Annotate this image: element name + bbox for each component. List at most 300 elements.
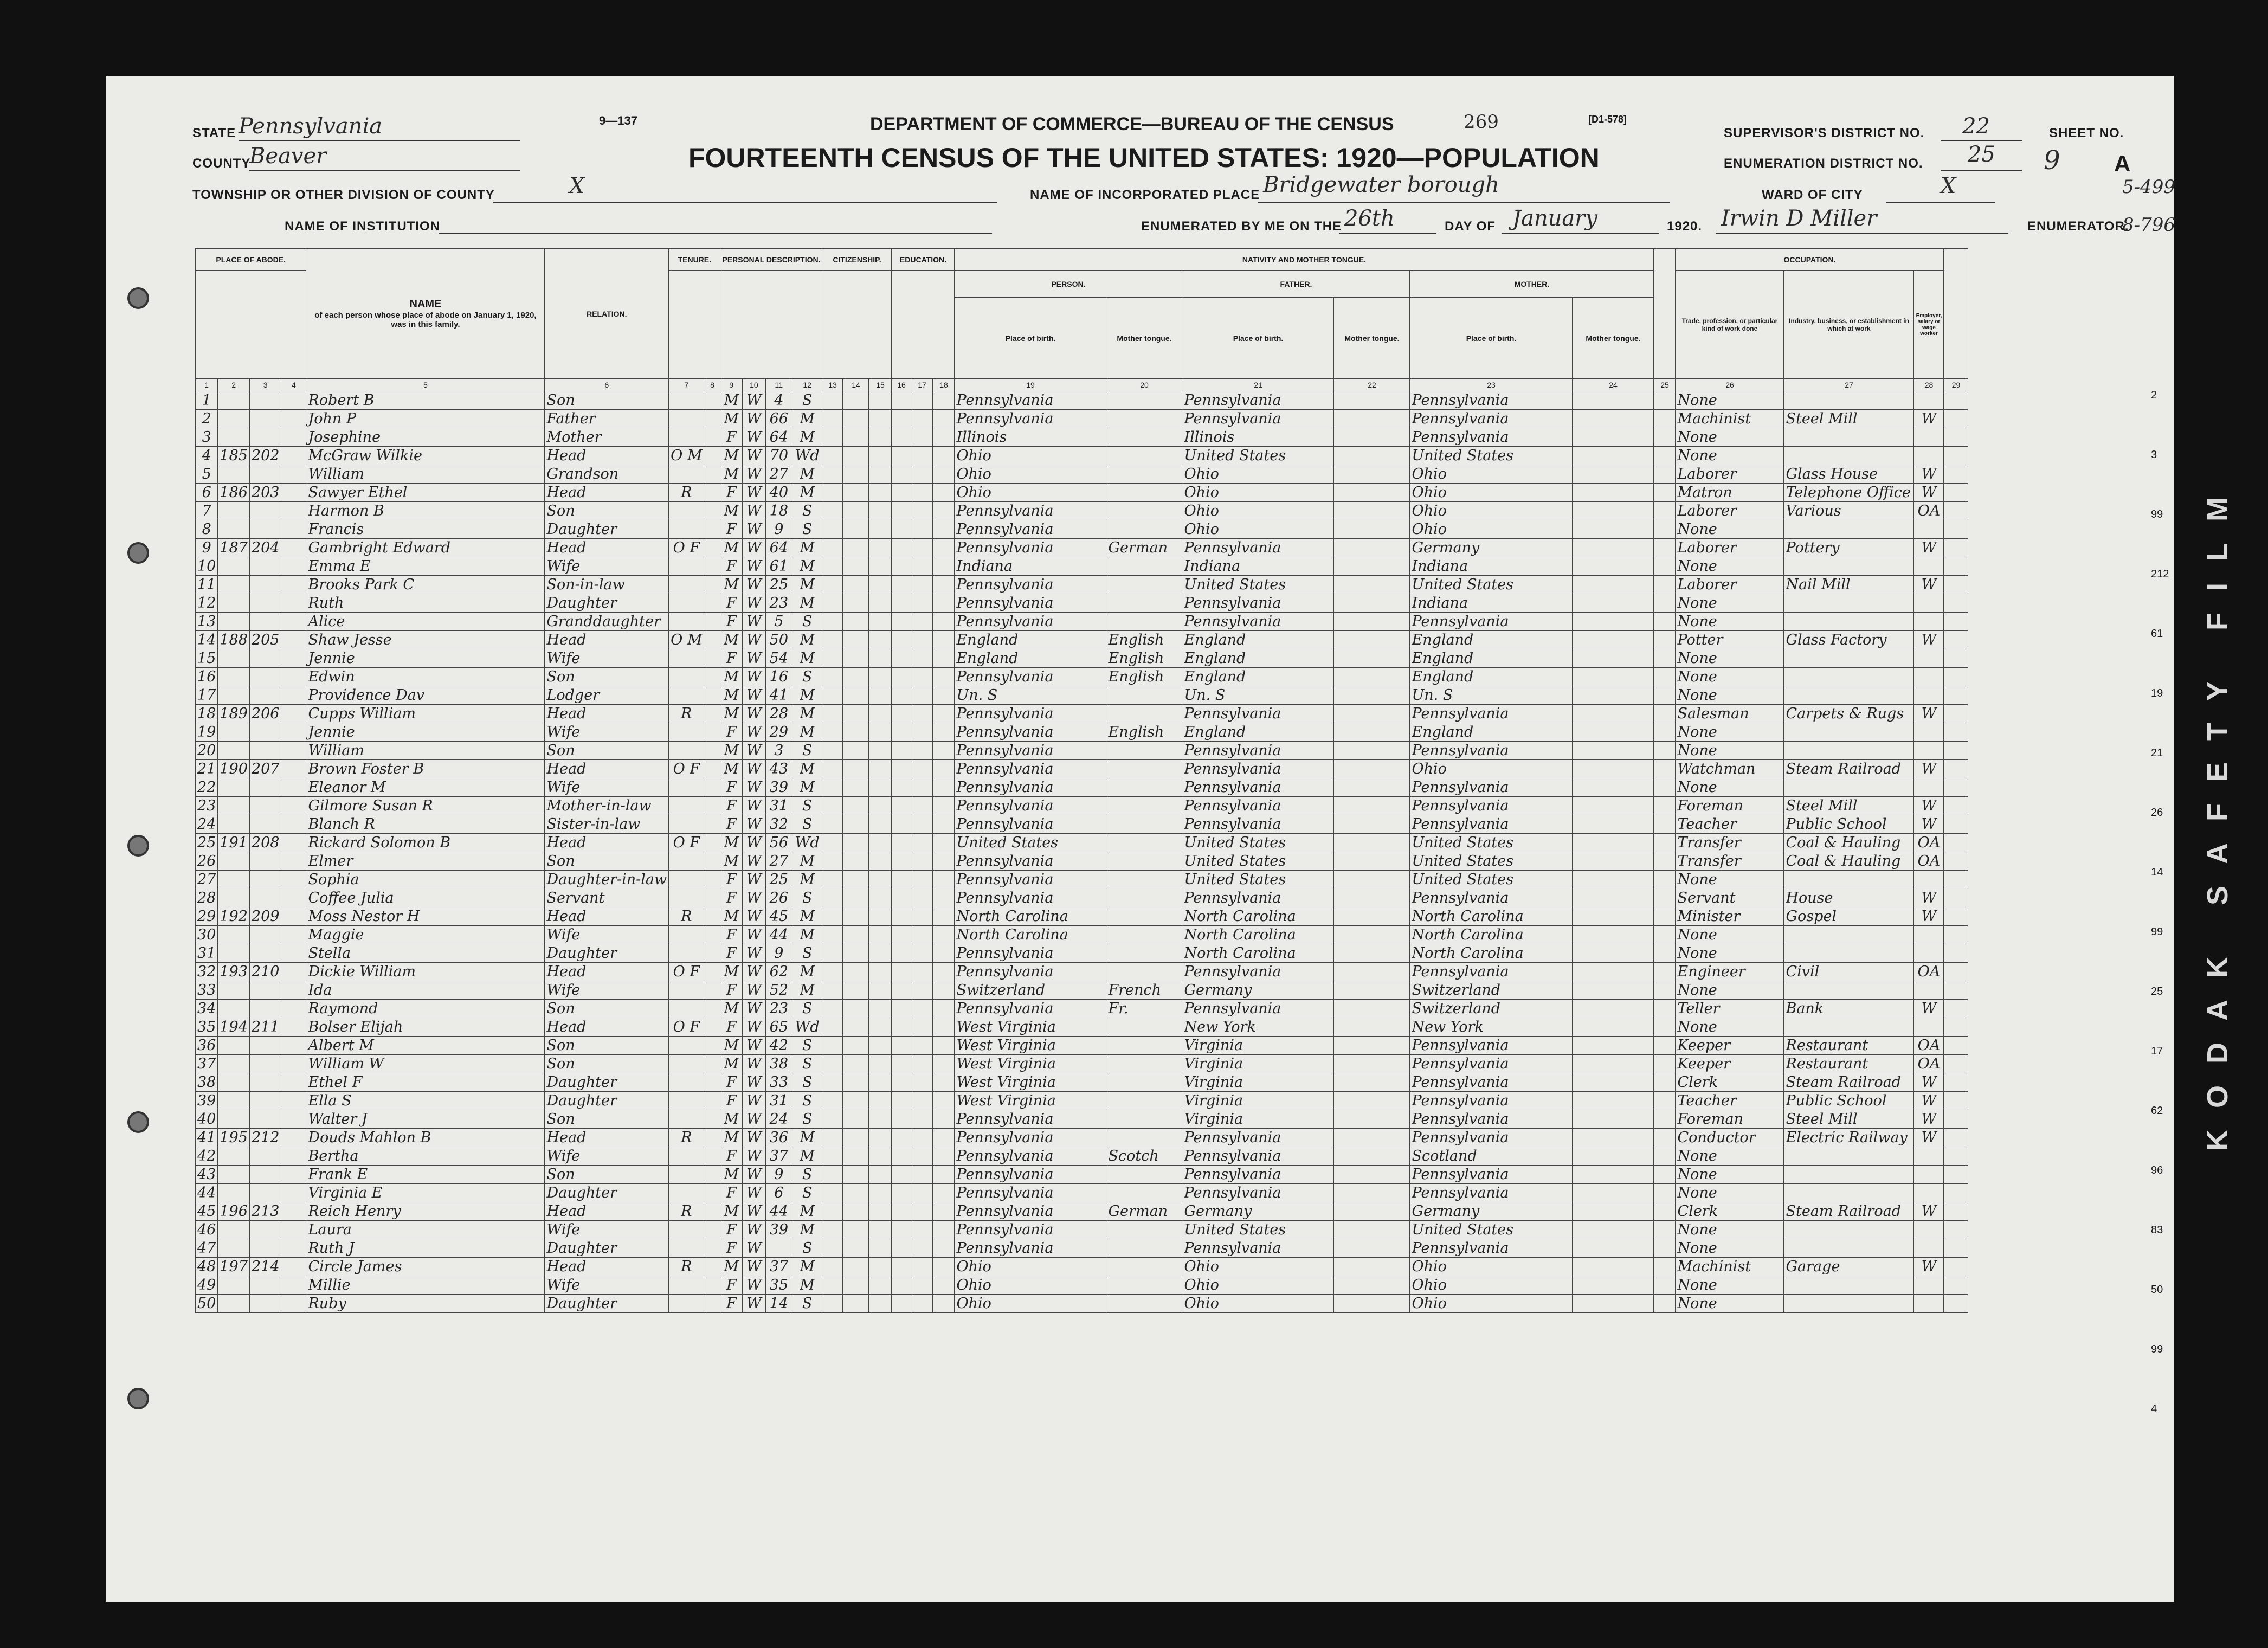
birthplace: Pennsylvania	[955, 1239, 1106, 1258]
race: W	[743, 1258, 766, 1276]
margin-number: 61	[2151, 628, 2163, 640]
mother-tongue	[1106, 1295, 1182, 1313]
father-birthplace: Pennsylvania	[1182, 889, 1334, 907]
line-number: 28	[196, 889, 218, 907]
table-row	[196, 1276, 1968, 1295]
birthplace: Pennsylvania	[955, 871, 1106, 889]
age: 29	[765, 723, 792, 742]
family-number	[249, 1073, 281, 1092]
table-row	[196, 889, 1968, 907]
relationship: Son	[545, 391, 669, 410]
race: W	[743, 1129, 766, 1147]
mother-birthplace: Pennsylvania	[1410, 613, 1573, 631]
dwelling-number: 187	[218, 539, 250, 557]
father-birthplace: England	[1182, 649, 1334, 668]
margin-number: 212	[2151, 568, 2169, 580]
age: 36	[765, 1129, 792, 1147]
age: 35	[765, 1276, 792, 1295]
sex: M	[720, 391, 743, 410]
line-number: 39	[196, 1092, 218, 1110]
table-row	[196, 576, 1968, 594]
line-number: 5	[196, 465, 218, 484]
class-of-worker	[1914, 871, 1944, 889]
tenure	[669, 778, 704, 797]
citizenship-group-header: CITIZENSHIP.	[822, 249, 892, 271]
column-number: 9	[720, 379, 743, 391]
table-row	[196, 981, 1968, 1000]
mother-birthplace: Pennsylvania	[1410, 797, 1573, 815]
industry	[1784, 557, 1914, 576]
line-number: 36	[196, 1037, 218, 1055]
occupation: Keeper	[1676, 1037, 1784, 1055]
class-of-worker	[1914, 981, 1944, 1000]
line-number: 29	[196, 907, 218, 926]
family-number	[249, 981, 281, 1000]
class-of-worker: W	[1914, 631, 1944, 649]
race: W	[743, 723, 766, 742]
person-name: Albert M	[306, 1037, 545, 1055]
industry	[1784, 981, 1914, 1000]
industry: Nail Mill	[1784, 576, 1914, 594]
sex: F	[720, 778, 743, 797]
father-birthplace: Pennsylvania	[1182, 1147, 1334, 1166]
binder-hole-icon	[127, 542, 149, 564]
mother-tongue	[1106, 1239, 1182, 1258]
industry	[1784, 447, 1914, 465]
sex: M	[720, 963, 743, 981]
industry	[1784, 1166, 1914, 1184]
class-of-worker: W	[1914, 1202, 1944, 1221]
father-birthplace: North Carolina	[1182, 944, 1334, 963]
industry: Coal & Hauling	[1784, 852, 1914, 871]
industry: Garage	[1784, 1258, 1914, 1276]
dwelling-number	[218, 1000, 250, 1018]
table-row	[196, 428, 1968, 447]
table-row	[196, 631, 1968, 649]
dwelling-number	[218, 871, 250, 889]
sex: F	[720, 1092, 743, 1110]
birthplace: Pennsylvania	[955, 594, 1106, 613]
marital-status: M	[792, 649, 822, 668]
family-number	[249, 1000, 281, 1018]
sex: F	[720, 871, 743, 889]
dwelling-number: 188	[218, 631, 250, 649]
age: 37	[765, 1258, 792, 1276]
occupation: Laborer	[1676, 576, 1784, 594]
race: W	[743, 576, 766, 594]
column-number: 10	[743, 379, 766, 391]
occupation: None	[1676, 1276, 1784, 1295]
relationship: Wife	[545, 1147, 669, 1166]
table-row	[196, 465, 1968, 484]
birthplace: Pennsylvania	[955, 1221, 1106, 1239]
family-number	[249, 1166, 281, 1184]
industry	[1784, 1239, 1914, 1258]
occupation: Potter	[1676, 631, 1784, 649]
birthplace: Pennsylvania	[955, 944, 1106, 963]
class-of-worker: W	[1914, 465, 1944, 484]
person-name: Harmon B	[306, 502, 545, 520]
industry	[1784, 1221, 1914, 1239]
age: 38	[765, 1055, 792, 1073]
industry: House	[1784, 889, 1914, 907]
age: 18	[765, 502, 792, 520]
relationship: Son	[545, 1166, 669, 1184]
marital-status: M	[792, 631, 822, 649]
dwelling-number	[218, 981, 250, 1000]
occupation: None	[1676, 1147, 1784, 1166]
sex: F	[720, 520, 743, 539]
industry: Restaurant	[1784, 1055, 1914, 1073]
table-row	[196, 1073, 1968, 1092]
family-number	[249, 576, 281, 594]
mother-birthplace: Ohio	[1410, 1295, 1573, 1313]
class-of-worker	[1914, 944, 1944, 963]
mother-mt-header: Mother tongue.	[1573, 298, 1654, 379]
relationship: Wife	[545, 649, 669, 668]
occupation: None	[1676, 742, 1784, 760]
relationship: Wife	[545, 926, 669, 944]
mother-tongue	[1106, 410, 1182, 428]
father-birthplace: United States	[1182, 871, 1334, 889]
tenure: R	[669, 705, 704, 723]
tenure	[669, 410, 704, 428]
dwelling-number	[218, 557, 250, 576]
dwelling-number	[218, 686, 250, 705]
class-of-worker: OA	[1914, 963, 1944, 981]
person-name: Eleanor M	[306, 778, 545, 797]
marital-status: S	[792, 1000, 822, 1018]
birthplace: England	[955, 631, 1106, 649]
column-number: 21	[1182, 379, 1334, 391]
margin-number: 99	[2151, 1343, 2163, 1355]
age: 64	[765, 428, 792, 447]
class-of-worker: W	[1914, 1110, 1944, 1129]
marital-status: M	[792, 705, 822, 723]
column-number: 6	[545, 379, 669, 391]
enumerator-label: ENUMERATOR.	[2027, 219, 2129, 234]
person-name: Bolser Elijah	[306, 1018, 545, 1037]
sex: M	[720, 1037, 743, 1055]
sex: F	[720, 649, 743, 668]
table-row	[196, 1184, 1968, 1202]
family-number	[249, 1276, 281, 1295]
tenure	[669, 576, 704, 594]
marital-status: M	[792, 428, 822, 447]
age: 44	[765, 1202, 792, 1221]
marital-status: M	[792, 1202, 822, 1221]
race: W	[743, 465, 766, 484]
person-name: Frank E	[306, 1166, 545, 1184]
mother-birthplace: Pennsylvania	[1410, 391, 1573, 410]
mother-birthplace: North Carolina	[1410, 926, 1573, 944]
father-birthplace: Virginia	[1182, 1055, 1334, 1073]
relationship: Daughter	[545, 1239, 669, 1258]
incorporated-value: Bridgewater borough	[1263, 172, 1499, 197]
industry	[1784, 944, 1914, 963]
supervisor-label: SUPERVISOR'S DISTRICT NO.	[1724, 126, 1925, 140]
table-row	[196, 778, 1968, 797]
marital-status: M	[792, 465, 822, 484]
mother-birthplace: England	[1410, 631, 1573, 649]
birthplace: Pennsylvania	[955, 723, 1106, 742]
occupation: Transfer	[1676, 834, 1784, 852]
line-number: 22	[196, 778, 218, 797]
dwelling-number: 192	[218, 907, 250, 926]
birthplace: Pennsylvania	[955, 520, 1106, 539]
table-row	[196, 871, 1968, 889]
industry: Civil	[1784, 963, 1914, 981]
birthplace: West Virginia	[955, 1018, 1106, 1037]
class-of-worker	[1914, 447, 1944, 465]
sex: M	[720, 1055, 743, 1073]
dwelling-number	[218, 1037, 250, 1055]
mother-birthplace: Un. S	[1410, 686, 1573, 705]
line-number: 26	[196, 852, 218, 871]
tenure: O F	[669, 1018, 704, 1037]
tenure-group-header: TENURE.	[669, 249, 720, 271]
corner-note-2: 8-796	[2122, 214, 2176, 236]
family-number	[249, 557, 281, 576]
mother-birthplace: Switzerland	[1410, 1000, 1573, 1018]
line-number: 42	[196, 1147, 218, 1166]
occupation: Engineer	[1676, 963, 1784, 981]
margin-number: 19	[2151, 687, 2163, 699]
family-number	[249, 465, 281, 484]
occupation: None	[1676, 1239, 1784, 1258]
nativity-group-header: NATIVITY AND MOTHER TONGUE.	[955, 249, 1654, 271]
person-name: Ida	[306, 981, 545, 1000]
mother-birthplace: Pennsylvania	[1410, 1110, 1573, 1129]
sex: F	[720, 1276, 743, 1295]
mother-tongue	[1106, 1166, 1182, 1184]
table-row	[196, 649, 1968, 668]
marital-status: M	[792, 852, 822, 871]
relationship: Wife	[545, 778, 669, 797]
person-name: Edwin	[306, 668, 545, 686]
tenure	[669, 742, 704, 760]
sex: M	[720, 1110, 743, 1129]
race: W	[743, 815, 766, 834]
age: 23	[765, 1000, 792, 1018]
occupation: Watchman	[1676, 760, 1784, 778]
class-of-worker: W	[1914, 539, 1944, 557]
occupation: None	[1676, 649, 1784, 668]
birthplace: Pennsylvania	[955, 539, 1106, 557]
dwelling-number	[218, 1147, 250, 1166]
census-rows	[196, 391, 1968, 1313]
marital-status: M	[792, 723, 822, 742]
person-name: Providence Dav	[306, 686, 545, 705]
mother-tongue	[1106, 1221, 1182, 1239]
sheet-letter: A	[2114, 151, 2131, 176]
industry: Electric Railway	[1784, 1129, 1914, 1147]
race: W	[743, 668, 766, 686]
family-number: 202	[249, 447, 281, 465]
birthplace: Pennsylvania	[955, 502, 1106, 520]
race: W	[743, 410, 766, 428]
age: 24	[765, 1110, 792, 1129]
person-name: Brooks Park C	[306, 576, 545, 594]
person-header: PERSON.	[955, 271, 1182, 298]
race: W	[743, 1147, 766, 1166]
table-row	[196, 760, 1968, 778]
race: W	[743, 1000, 766, 1018]
industry: Gospel	[1784, 907, 1914, 926]
family-number	[249, 815, 281, 834]
marital-status: S	[792, 1073, 822, 1092]
class-of-worker	[1914, 428, 1944, 447]
tenure: O F	[669, 760, 704, 778]
line-number: 6	[196, 484, 218, 502]
class-of-worker	[1914, 1184, 1944, 1202]
mother-tongue	[1106, 963, 1182, 981]
race: W	[743, 834, 766, 852]
father-birthplace: Pennsylvania	[1182, 1239, 1334, 1258]
person-name: Jennie	[306, 723, 545, 742]
mother-birthplace: England	[1410, 649, 1573, 668]
father-birthplace: Pennsylvania	[1182, 742, 1334, 760]
occupation: Keeper	[1676, 1055, 1784, 1073]
age: 25	[765, 871, 792, 889]
column-number: 15	[869, 379, 892, 391]
marital-status: S	[792, 1239, 822, 1258]
race: W	[743, 1221, 766, 1239]
birthplace: Pennsylvania	[955, 1110, 1106, 1129]
margin-number: 14	[2151, 866, 2163, 878]
class-of-worker	[1914, 686, 1944, 705]
mother-tongue	[1106, 944, 1182, 963]
family-number	[249, 926, 281, 944]
birthplace: Ohio	[955, 447, 1106, 465]
family-number	[249, 1239, 281, 1258]
mother-tongue	[1106, 705, 1182, 723]
table-row	[196, 907, 1968, 926]
family-number	[249, 686, 281, 705]
dwelling-number	[218, 1239, 250, 1258]
mother-header: MOTHER.	[1410, 271, 1654, 298]
mother-tongue	[1106, 1092, 1182, 1110]
tenure: R	[669, 484, 704, 502]
sex: F	[720, 428, 743, 447]
occupation: None	[1676, 1295, 1784, 1313]
mother-birthplace: Pennsylvania	[1410, 428, 1573, 447]
age: 5	[765, 613, 792, 631]
family-number	[249, 520, 281, 539]
margin-number: 83	[2151, 1224, 2163, 1236]
mother-tongue	[1106, 834, 1182, 852]
sex: F	[720, 1239, 743, 1258]
table-row	[196, 944, 1968, 963]
occupation: Servant	[1676, 889, 1784, 907]
father-birthplace: United States	[1182, 834, 1334, 852]
class-of-worker	[1914, 1239, 1944, 1258]
father-birthplace: North Carolina	[1182, 926, 1334, 944]
mother-tongue: Scotch	[1106, 1147, 1182, 1166]
relationship: Head	[545, 1202, 669, 1221]
birthplace: Pennsylvania	[955, 742, 1106, 760]
marital-status: M	[792, 484, 822, 502]
birthplace: North Carolina	[955, 926, 1106, 944]
father-birthplace: United States	[1182, 852, 1334, 871]
table-row	[196, 1055, 1968, 1073]
mother-tongue	[1106, 1276, 1182, 1295]
sex: F	[720, 723, 743, 742]
person-name: Laura	[306, 1221, 545, 1239]
dwelling-number	[218, 1184, 250, 1202]
age: 26	[765, 889, 792, 907]
class-of-worker: W	[1914, 484, 1944, 502]
class-of-worker: W	[1914, 760, 1944, 778]
mother-birthplace: Indiana	[1410, 594, 1573, 613]
line-number: 30	[196, 926, 218, 944]
column-number: 4	[281, 379, 306, 391]
person-name: Douds Mahlon B	[306, 1129, 545, 1147]
mother-birthplace: Pennsylvania	[1410, 1092, 1573, 1110]
industry: Steel Mill	[1784, 410, 1914, 428]
race: W	[743, 1295, 766, 1313]
occupation: Teacher	[1676, 1092, 1784, 1110]
class-of-worker	[1914, 520, 1944, 539]
industry: Steam Railroad	[1784, 1073, 1914, 1092]
race: W	[743, 686, 766, 705]
mother-birthplace: New York	[1410, 1018, 1573, 1037]
table-row	[196, 557, 1968, 576]
age: 27	[765, 465, 792, 484]
father-birthplace: Pennsylvania	[1182, 778, 1334, 797]
marital-status: S	[792, 1092, 822, 1110]
tenure: O F	[669, 834, 704, 852]
class-of-worker	[1914, 742, 1944, 760]
sex: M	[720, 1258, 743, 1276]
race: W	[743, 797, 766, 815]
state-label: STATE	[192, 126, 236, 140]
line-number: 44	[196, 1184, 218, 1202]
tenure	[669, 649, 704, 668]
occupation: Laborer	[1676, 465, 1784, 484]
marital-status: S	[792, 391, 822, 410]
birthplace: Ohio	[955, 465, 1106, 484]
relationship: Head	[545, 631, 669, 649]
dwelling-number	[218, 1055, 250, 1073]
margin-number: 99	[2151, 508, 2163, 520]
occupation: Laborer	[1676, 502, 1784, 520]
mother-tongue	[1106, 484, 1182, 502]
relationship: Son	[545, 1055, 669, 1073]
occupation: None	[1676, 981, 1784, 1000]
class-of-worker: W	[1914, 576, 1944, 594]
mt-header: Mother tongue.	[1106, 298, 1182, 379]
industry	[1784, 668, 1914, 686]
table-row	[196, 963, 1968, 981]
class-of-worker	[1914, 668, 1944, 686]
mother-birthplace: Germany	[1410, 1202, 1573, 1221]
family-number	[249, 871, 281, 889]
birthplace: Pennsylvania	[955, 1000, 1106, 1018]
tenure: R	[669, 1129, 704, 1147]
person-name: Dickie William	[306, 963, 545, 981]
marital-status: S	[792, 1055, 822, 1073]
class-of-worker: W	[1914, 815, 1944, 834]
mother-birthplace: Ohio	[1410, 1276, 1573, 1295]
industry	[1784, 594, 1914, 613]
marital-status: S	[792, 815, 822, 834]
dwelling-number: 194	[218, 1018, 250, 1037]
table-row	[196, 1110, 1968, 1129]
tenure	[669, 557, 704, 576]
tenure	[669, 428, 704, 447]
township-label: TOWNSHIP OR OTHER DIVISION OF COUNTY	[192, 188, 495, 202]
